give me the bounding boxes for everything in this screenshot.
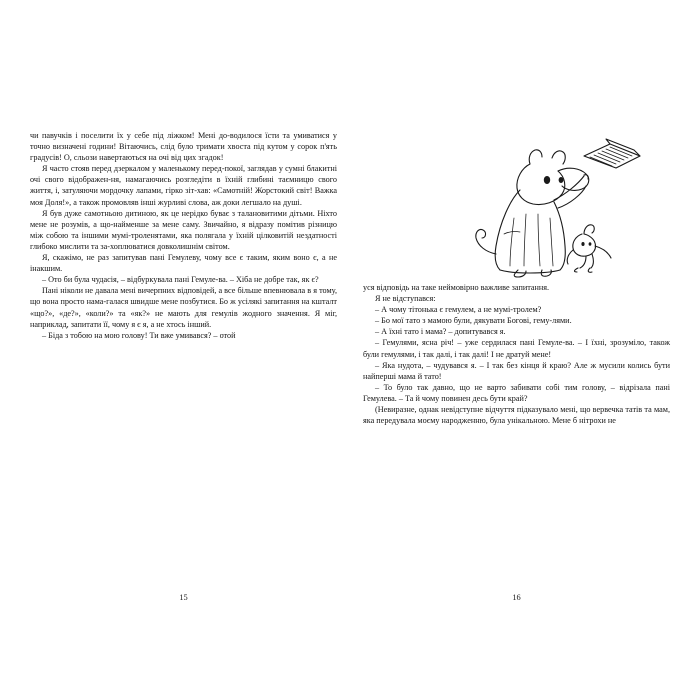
paragraph: – Біда з тобою на мою голову! Ти вже умивався? – отой	[42, 330, 236, 340]
two-page-spread	[30, 130, 670, 602]
paragraph: Я не відступався:	[375, 294, 436, 304]
right-page	[363, 130, 670, 602]
paragraph: Я, скажімо, не раз запитував пані Гемулеву, чому все є таким, яким воно є, а не інакшим.	[30, 253, 337, 274]
left-page-text	[30, 130, 337, 341]
paragraph: Пані ніколи не давала мені вичерпних відповідей, а все більше впевнювала в я тому, що вона просто нама-галася швидше мене позбутися. Бо ж усілякі запитання на кшталт «що?», «де?», «коли?» та «як?» не мають для гемулів жодного значення. Я міг, наприклад, запитати її, чому я є я, а не хтось інший.	[30, 286, 337, 329]
paragraph: – То було так давно, що не варто забивати собі тим голову, – відрізала пані Гемулева. – Та й чому повинен десь бути край?	[363, 382, 670, 403]
paragraph: уся відповідь на таке неймовірно важливе запитання.	[363, 283, 550, 292]
right-page-number: 16	[512, 593, 521, 602]
mumintroll-and-mouse-illustration	[363, 130, 670, 278]
paragraph: – Яка нудота, – чудувався я. – І так без кінця й краю? Але ж мусили колись бути найперші мама й тато!	[363, 360, 670, 381]
paragraph: – Гемулями, ясна річ! – уже сердилася пані Гемуле-ва. – І їхні, зрозуміло, також були гемулями, і так далі, і так далі! І не дратуй мене!	[363, 338, 670, 359]
paragraph: (Невиразне, однак невідступне відчуття підказувало мені, що вервечка татів та мам, яка передувала моєму народженню, була унікальною. Мене б нітрохи не	[363, 405, 670, 426]
paragraph: чи павучків і поселити їх у себе під ліжком! Мені до-водилося їсти та умиватися у точно визначені години! Вітаючись, слід було тримати хвоста під кутом у сорок п'ять градусів! О, сльози навертаються на очі від цих згадок!	[30, 131, 337, 163]
paragraph: – Бо мої тато з мамою були, дякувати Богові, гему-лями.	[375, 316, 572, 326]
paragraph: Я був дуже самотньою дитиною, як це нерідко буває з талановитими дітьми. Ніхто мене не розумів, а що-найменше за мене саму. Звичайно, я відразу помітив різницю між собою та іншими мумі-троленятами, яка полягала у їхній цілковитій нездатності глибоко мислити та за-хоплюватися довколишнім світом.	[30, 208, 337, 251]
paragraph: – А їхні тато і мама? – допитувався я.	[375, 327, 506, 337]
left-page	[30, 130, 337, 602]
paragraph: – А чому тітонька є гемулем, а не мумі-тролем?	[375, 305, 542, 315]
left-page-number: 15	[179, 593, 188, 602]
paragraph: – Ото би була чудасія, – відбуркувала пані Гемуле-ва. – Хіба не добре так, як є?	[42, 275, 319, 285]
right-page-text	[363, 282, 670, 426]
paragraph: Я часто стояв перед дзеркалом у маленькому перед-покої, заглядав у сумні блакитні очі свого відображен-ня, намагаючись розгледіти в їхній глибині таємницю свого життя, і, затуляючи мордочку лапами, гірко зіт-хав: «Самотній! Жорстокий світ! Важка моя Доля!», а також промовляв інші журливі слова, аж доки легшало на душі.	[30, 164, 337, 207]
